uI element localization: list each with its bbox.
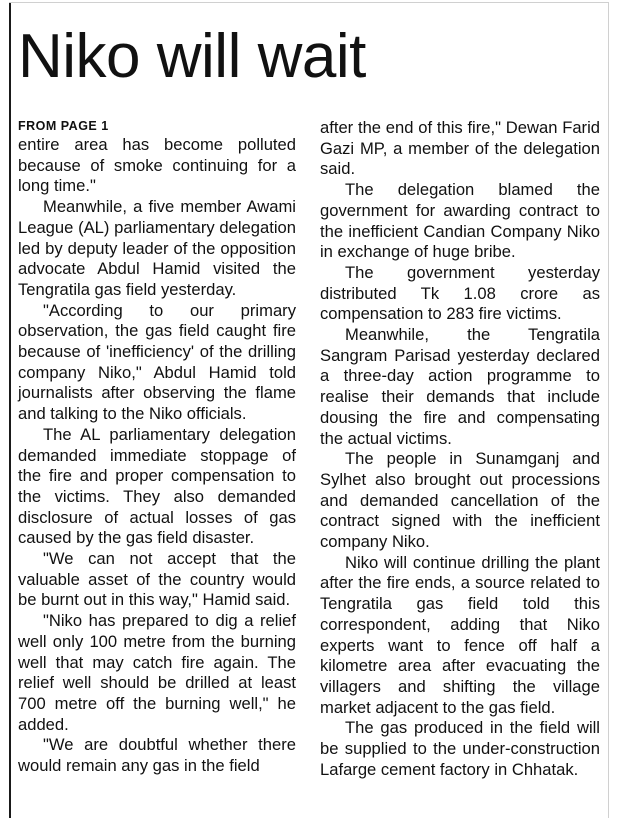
page-border-top <box>9 2 609 3</box>
page-border-right <box>608 2 609 818</box>
paragraph: The AL parliamentary delegation demanded immediate stoppage of the fire and proper compensation to the victims. They also demanded disclosure of actual losses of gas caused by the gas field disaster. <box>18 424 296 548</box>
paragraph: The delegation blamed the government for awarding contract to the inefficient Candian Company Niko in exchange of huge bribe. <box>320 180 600 262</box>
paragraph: Niko will continue drilling the plant after the fire ends, a source related to Tengratila gas field told this correspondent, adding that Niko experts want to fence off half a kilometre area after evacuating the villagers and shifting the village market adjacent to the gas field. <box>320 552 600 717</box>
paragraph: Meanwhile, the Tengratila Sangram Parisad yesterday declared a three-day action programme to realise their demands that include dousing the fire and compensating the actual victims. <box>320 325 600 448</box>
column-rule-left <box>9 2 11 818</box>
paragraph: "We are doubtful whether there would remain any gas in the field <box>18 735 296 776</box>
article-column-left <box>18 118 296 777</box>
paragraph: "We can not accept that the valuable asset of the country would be burnt out in this way," Hamid said. <box>18 549 296 610</box>
paragraph: after the end of this fire," Dewan Farid Gazi MP, a member of the delegation said. <box>320 118 600 179</box>
article-column-right <box>320 118 600 781</box>
paragraph: Meanwhile, a five member Awami League (AL) parliamentary delegation led by deputy leader of the opposition advocate Abdul Hamid visited the Tengratila gas field yesterday. <box>18 197 296 299</box>
paragraph: entire area has become polluted because of smoke continuing for a long time." <box>18 135 296 196</box>
paragraph: The gas produced in the field will be supplied to the under-construction Lafarge cement factory in Chhatak. <box>320 718 600 779</box>
paragraph: "According to our primary observation, the gas field caught fire because of 'inefficiency' of the drilling company Niko," Abdul Hamid told journalists after observing the flame and talking to the Niko officials. <box>18 300 296 424</box>
paragraph: The government yesterday distributed Tk 1.08 crore as compensation to 283 fire victims. <box>320 262 600 324</box>
kicker-from-page: FROM PAGE 1 <box>18 119 109 133</box>
paragraph: The people in Sunamganj and Sylhet also brought out processions and demanded cancellation of the contract signed with the inefficient company Niko. <box>320 449 600 552</box>
headline: Niko will wait <box>18 22 366 91</box>
paragraph: "Niko has prepared to dig a relief well only 100 metre from the burning well that may catch fire again. The relief well should be drilled at least 700 metre off the burning well," he added. <box>18 611 296 734</box>
